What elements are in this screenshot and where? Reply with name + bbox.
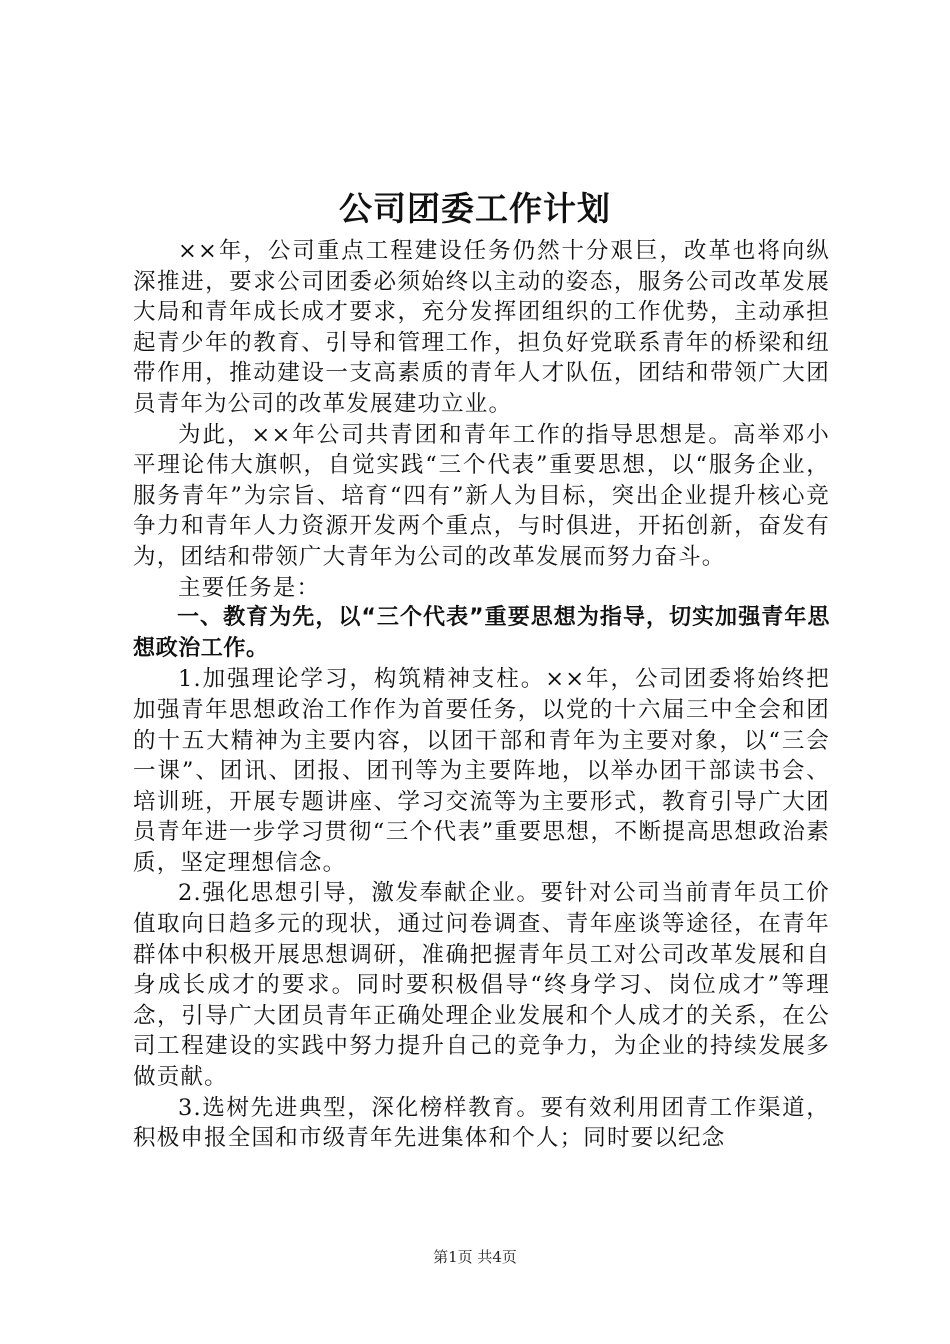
section-heading-1: 一、教育为先，以“三个代表”重要思想为指导，切实加强青年思想政治工作。 xyxy=(133,605,830,661)
paragraph-guiding-thought: 为此，××年公司共青团和青年工作的指导思想是。高举邓小平理论伟大旗帜，自觉实践“三个代表”重要思想，以“服务企业，服务青年”为宗旨、培育“四有”新人为目标，突出企业提升核心竞争力和青年人力资源开发两个重点，与时俱进，开拓创新，奋发有为，团结和带领广大青年为公司的改革发展而努力奋斗。 xyxy=(133,421,830,570)
document-body xyxy=(133,236,830,1154)
paragraph-item-1: 1.加强理论学习，构筑精神支柱。××年，公司团委将始终把加强青年思想政治工作作为首要任务，以党的十六届三中全会和团的十五大精神为主要内容，以团干部和青年为主要对象，以“三会一课”、团讯、团报、团刊等为主要阵地，以举办团干部读书会、培训班，开展专题讲座、学习交流等为主要形式，教育引导广大团员青年进一步学习贯彻“三个代表”重要思想，不断提高思想政治素质，坚定理想信念。 xyxy=(133,666,830,876)
paragraph-main-tasks-label: 主要任务是： xyxy=(178,574,321,601)
document-title: 公司团委工作计划 xyxy=(339,189,611,228)
paragraph-item-2: 2.强化思想引导，激发奉献企业。要针对公司当前青年员工价值取向日趋多元的现状，通过问卷调查、青年座谈等途径，在青年群体中积极开展思想调研，准确把握青年员工对公司改革发展和自身成长成才的要求。同时要积极倡导“终身学习、岗位成才”等理念，引导广大团员青年正确处理企业发展和个人成才的关系，在公司工程建设的实践中努力提升自己的竞争力，为企业的持续发展多做贡献。 xyxy=(133,880,830,1091)
paragraph-item-3: 3.选树先进典型，深化榜样教育。要有效利用团青工作渠道，积极申报全国和市级青年先进集体和个人；同时要以纪念 xyxy=(133,1094,830,1152)
paragraph-intro: ××年，公司重点工程建设任务仍然十分艰巨，改革也将向纵深推进，要求公司团委必须始终以主动的姿态，服务公司改革发展大局和青年成长成才要求，充分发挥团组织的工作优势，主动承担起青少年的教育、引导和管理工作，担负好党联系青年的桥梁和纽带作用，推动建设一支高素质的青年人才队伍，团结和带领广大团员青年为公司的改革发展建功立业。 xyxy=(133,238,830,417)
page-number-footer: 第1页 共4页 xyxy=(433,1248,517,1266)
